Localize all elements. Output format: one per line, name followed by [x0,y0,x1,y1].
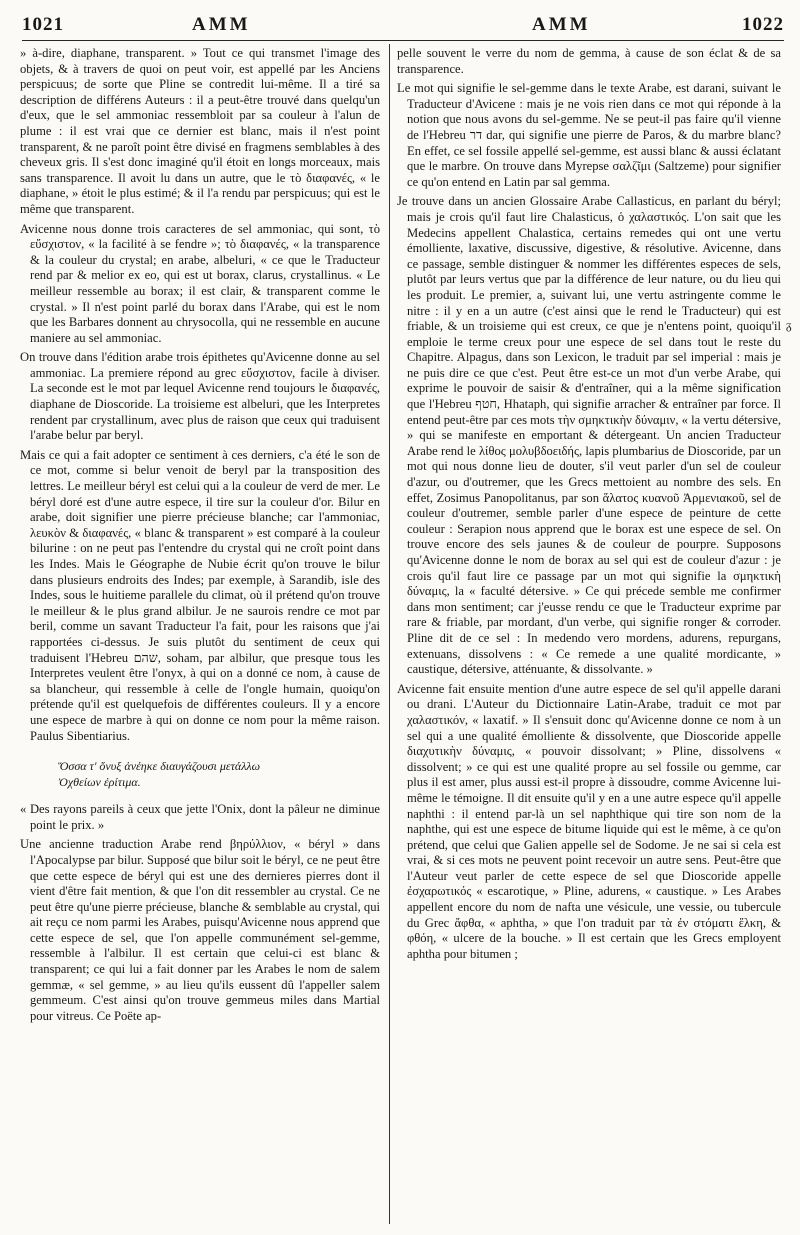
paragraph: Avicenne nous donne trois caracteres de sel ammoniac, qui sont, τὸ εὔσχιστον, « la facilité à se fendre »; τὸ διαφανές, « la transparence & la couleur du crystal; en arabe, albeluri, « ce que le Traducteur rend par & melior ex eo, qui est ut borax, clarus, crystallinus. « Le meilleur ressemble au borax; il est clair, & transparent comme le crystal. » Il n'est point parlé du borax dans l'Arabe, qui est le nom que les Barbares donnent au chrysocolla, qui ne ressemble en aucune maniere au sel ammoniac. [20,221,380,345]
paragraph: Le mot qui signifie le sel-gemme dans le texte Arabe, est darani, suivant le Traducteur d'Avicene : mais je ne vois rien dans ce mot qui réponde à la notion que nous avons du sel-gemme. Ne se peut-il pas faire qu'il vienne de l'Hebreu דר dar, qui signifie une pierre de Paros, & du marbre blanc? En effet, ce sel fossile appellé sel-gemme, est aussi blanc & aussi éclatant que le marbre. On trouve dans Myrepse σαλζῖμι (Saltzeme) pour signifier ce qu'on entend en Latin par sal gemma. [397,81,781,189]
greek-verse [58,758,380,790]
running-head-right: AMM [532,14,591,35]
header-rule [22,40,784,41]
paragraph: Mais ce qui a fait adopter ce sentiment à ces derniers, c'a été le son de ce mot, comme si belur venoit de beryl par la transposition des lettres. Le meilleur béryl est celui qui a la couleur de verd de mer. Le béryl doré est d'une autre espece, il tire sur la couleur d'or. Bilur en arabe, doit signifier une pierre précieuse blanche; car l'ammoniac, λευκὸν & διαφανές, « blanc & transparent » est comparé à la couleur bilurine : on ne peut pas l'entendre du crystal qui ne croît point dans les Indes. Mais le Géographe de Nubie écrit qu'on trouve le bilur dans plusieurs endroits des Indes; par exemple, à Sarandib, isle des Indes, sous le huitieme parallele du climat, où il prétend qu'on trouve le meilleur & le plus grand albilur. Je ne saurois rendre ce mot par beril, comme un savant Traducteur l'a fait, pour les raisons que j'ai rapportées ci-dessus. Je suis plutôt du sentiment de ceux qui traduisent l'Hebreu שהם, soham, par albilur, que presque tous les Interpretes veulent être l'onyx, à qui on a donné ce nom, à cause de sa blancheur, qui ressemble à celle de l'ongle humain, quoiqu'on prétende qu'il est quelquefois de différentes couleurs. Il y a encore une espece de marbre à qui on donne ce nom pour la même raison. Paulus Sibentiarius. [20,447,380,743]
running-head-left: AMM [192,14,251,35]
paragraph: Avicenne fait ensuite mention d'une autre espece de sel qu'il appelle darani ou drani. L'Auteur du Dictionnaire Latin-Arabe, traduit ce mot par χαλαστικόν, « laxatif. » Il s'ensuit donc qu'Avicenne donne ce nom à un sel qui a une qualité émolliente & dissolvente, que Dioscoride appelle διαχυτικὴν δύναμις, « pouvoir dissolvant; » Pline, dissolvens « dissolvent; » ce qui est une qualité propre au sel fossile ou gemme, car plus il est amer, plus aussi est-il propre à dissoudre, comme Avicenne lui-même le témoigne. Il dit ensuite qu'il y en a une autre espece qu'il appelle naphthi : il entend par-là un sel naphthique qui tire son nom de la naphthe, qui est une espece de bitume liquide qui est le même, à ce qu'on prétend, que celui que Galien appelle sel de Sodome. Je ne sai si cela est vrai, & si ces mots ne peuvent point recevoir un autre sens. Peut-être que l'Auteur veut parler de cette espece de sel que Dioscoride appelle ἐσχαρωτικός « escarotique, » Pline, adurens, « caustique. » Les Arabes appellent encore du nom de nafta une vésicule, une vessie, ou tubercule du Grec ἄφθα, « aphtha, » que l'on traduit par τὰ ἐν στόματι ἕλκη, & φθόη, « ulcere de la bouche. » Il est certain que les Grecs employent aphtha pour bitumen ; [397,681,781,961]
paragraph: On trouve dans l'édition arabe trois épithetes qu'Avicenne donne au sel ammoniac. La premiere répond au grec εὔσχιστον, facile à diviser. La seconde est le mot par lequel Avicenne rend toujours le διαφανές, diaphane de Dioscoride. La troisieme est albeluri, que les Interpretes rendent par crystallinum, avec plus de raison que ceux qui traduisent l'arabe belur par beryl. [20,350,380,443]
page-number-left: 1021 [22,14,64,35]
page-number-right: 1022 [742,14,784,35]
paragraph: Je trouve dans un ancien Glossaire Arabe Callasticus, en parlant du béryl; mais je crois qu'il faut lire Chalasticus, ὁ χαλαστικός. L'on sait que les Medecins appellent Chalastica, certains remedes qui ont une vertu émolliente, laxative, discussive, digestive, & résolutive. Avicenne, dans ce passage, semble distinguer & nommer les différentes especes de sels, plutôt par leurs vertus que par la différence de leur nature, ou du lieu qui les produit. Le premier, a, suivant lui, une vertu astringente comme le nitre : il y en a un autre (c'est ainsi que le rend le Traducteur) qui est friable, & un troisieme qui est creux, ce que je n'entens point, quoiqu'il emploie le terme creux pour une espece de sel dans tout le reste du Chapitre. Alpagus, dans son Lexicon, le traduit par sel imperial : mais je ne puis dire ce que c'est. Peut être est-ce un mot d'un verbe Arabe, qui exprime le pouvoir de saisir & d'entraîner, qui a la même signification que l'Hebreu חטף, Hhataph, qui signifie arracher & entraîner par force. Il entend peut-être par ces mots τὴν σμηκτικὴν δύναμιν, « la vertu détersive, » qui se manifeste en emportant & détergeant. Un ancien Traducteur Arabe rend le λίθος μολυβδοειδής, lapis plumbarius de Dioscoride, par un mot qui nous donne lieu de douter, s'il veut parler d'un sel de couleur d'azur, ou d'outremer, que les Grecs mettoient au nombre des sels. En effet, Zosimus Panopolitanus, par son ἅλατος κυανοῦ Ἀρμενιακοῦ, sel de couleur d'outremer, semble parler d'une espece de peinture de cette couleur : Serapion nous apprend que le borax est une espece de sel. On trouve encore des sels jaunes & de couleur de pourpre. Supposons qu'Avicenne donne le nom de borax au sel qui est de couleur d'azur : je crois qu'il faut lire ce passage par un mot qui signifie la σμηκτικὴ δύναμις, la « faculté détersive. » Ce qui précede semble me confirmer dans mon sentiment; car j'eusse rendu ce que le Traducteur exprime par rare & friable, par mordant, d'un verbe, qui signifie ronger & corroder. Pline dit de ce sel : In medendo vero mordens, adurens, repurgans, extenuans, dissolvens : « Ce remede a une qualité mordicante, » caustique, détersive, atténuante, & dissolvante. » [397,194,781,677]
greek-verse-line: Ὅσσα τ' ὄνυξ ἀνέηκε διαυγάζουσι μετάλλω [58,759,261,774]
paragraph: pelle souvent le verre du nom de gemma, à cause de son éclat & de sa transparence. [397,46,781,76]
paragraph: Une ancienne traduction Arabe rend βηρύλλιον, « béryl » dans l'Apocalypse par bilur. Supposé que bilur soit le béryl, ce ne peut être que cette espece de béryl qui est une des dernieres pierres dont il vient d'être fait mention, & que l'on dit ressembler au crystal. Ce ne peut être qu'une pierre précieuse, blanche & semblable au crystal, qui ait reçu ce nom parmi les Arabes, puisqu'Avicenne nous apprend que cette espece de sel, que l'on appelle communément sel-gemme, ressemble à l'albilur. Il est certain que celui-ci est blanc & transparent; ce qui lui a fait donner par les Arabes le nom de salem gemmæ, « sel gemme, » au lieu qu'ils eussent dû l'appeller salem gemmeum. C'est ainsi qu'on trouve gemmeus miles dans Martial pour vitreus. Ce Poëte ap- [20,837,380,1023]
column-divider [389,44,390,1224]
verse-translation: « Des rayons pareils à ceux que jette l'Onix, dont la pâleur ne diminue point le prix. » [20,802,380,832]
margin-annotation: ᵹ [786,318,792,332]
left-column [20,46,380,1228]
greek-verse-line: Ὀχθείων ἐρίτιμα. [58,775,141,790]
paragraph: » à-dire, diaphane, transparent. » Tout ce qui transmet l'image des objets, & à travers de quoi on peut voir, est appellé par les Anciens perspicuus; de sorte que Pline se contredit lui-même. Il a tiré sa description de différens Auteurs : il a peut-être trouvé dans quelqu'un d'eux, que le sel ammoniac ressembloit par sa couleur à l'alun de plume : il est vrai que ce dernier est blanc, mais il n'est point transparent, & ne paroît point être divisé en fragmens semblables à des cheveux gris. Il s'est donc imaginé qu'il étoit en longs morceaux, mais sans transparence. Il avoit lu dans un autre, que le τὸ διαφανές, « le diaphane, » étoit le plus estimé; & il l'a rendu par perspicuus; qui est le même que transparent. [20,46,380,216]
right-column [397,46,781,1228]
